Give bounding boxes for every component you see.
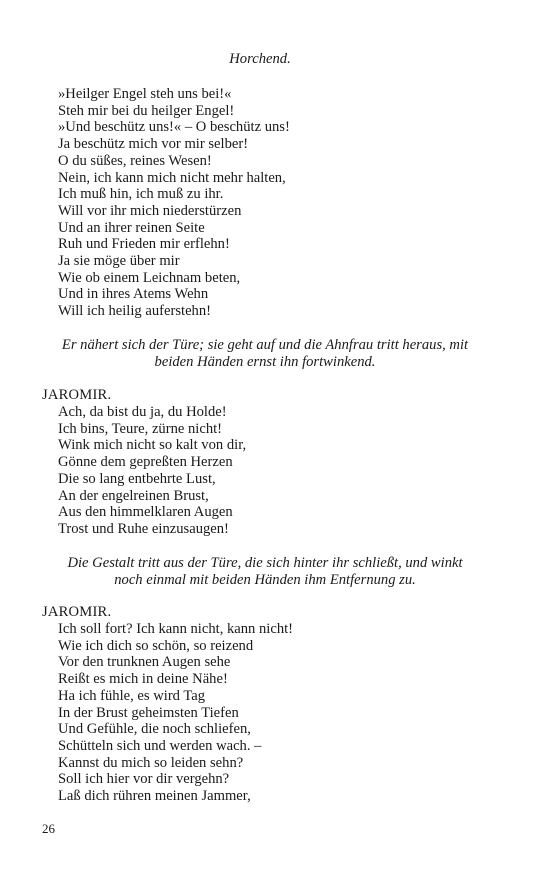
text-line: Soll ich hier vor dir vergehn? — [58, 771, 230, 788]
text-line: Vor den trunknen Augen sehe — [58, 654, 231, 671]
text-line: Wie ich dich so schön, so reizend — [58, 637, 254, 654]
text-line: Gönne dem gepreßten Herzen — [58, 454, 233, 471]
text-line: Nein, ich kann mich nicht mehr halten, — [58, 169, 286, 186]
stage-direction-2 — [40, 555, 490, 588]
text-line: Ja sie möge über mir — [58, 253, 180, 270]
text-line: Ha ich fühle, es wird Tag — [58, 687, 206, 704]
text-line: Trost und Ruhe einzusaugen! — [58, 520, 229, 537]
text-line: Steh mir bei du heilger Engel! — [58, 102, 235, 119]
text-line: Schütteln sich und werden wach. – — [58, 737, 262, 754]
text-line: Wink mich nicht so kalt von dir, — [58, 437, 247, 454]
text-line: Und in ihres Atems Wehn — [58, 286, 209, 303]
text-line: An der engelreinen Brust, — [58, 487, 209, 504]
text-line: Ruh und Frieden mir erflehn! — [58, 236, 230, 253]
text-line: Ja beschütz mich vor mir selber! — [58, 136, 249, 153]
speaker-name-2: JAROMIR. — [42, 604, 112, 620]
verse-block-2 — [58, 404, 246, 538]
text-line: Wie ob einem Leichnam beten, — [58, 269, 241, 286]
text-line: Reißt es mich in deine Nähe! — [58, 671, 228, 688]
text-line: Ich bins, Teure, zürne nicht! — [58, 420, 223, 437]
verse-block-1 — [58, 86, 290, 320]
text-line: Er nähert sich der Türe; sie geht auf und die Ahnfrau tritt heraus, mit — [61, 337, 469, 353]
verse-block-3 — [58, 621, 293, 805]
text-line: Die so lang entbehrte Lust, — [58, 470, 216, 487]
text-line: beiden Händen ernst ihn fortwinkend. — [154, 353, 376, 370]
text-line: Ach, da bist du ja, du Holde! — [58, 404, 227, 420]
text-line: Will ich heilig auferstehn! — [58, 303, 211, 320]
text-line: O du süßes, reines Wesen! — [58, 152, 212, 169]
stage-direction-horchend: Horchend. — [229, 51, 291, 67]
text-line: Aus den himmelklaren Augen — [58, 504, 233, 521]
text-line: Und an ihrer reinen Seite — [58, 219, 205, 236]
text-line: Ich soll fort? Ich kann nicht, kann nicht! — [58, 621, 294, 637]
text-line: Und Gefühle, die noch schliefen, — [58, 721, 251, 738]
text-line: »Und beschütz uns!« – O beschütz uns! — [58, 119, 290, 136]
text-line: Kannst du mich so leiden sehn? — [58, 754, 244, 771]
text-line: »Heilger Engel steh uns bei!« — [58, 86, 232, 102]
text-line: In der Brust geheimsten Tiefen — [58, 704, 239, 721]
text-line: noch einmal mit beiden Händen ihm Entfernung zu. — [114, 571, 416, 588]
stage-direction-1 — [40, 337, 490, 370]
text-line: Laß dich rühren meinen Jammer, — [58, 788, 251, 805]
text-line: Will vor ihr mich niederstürzen — [58, 202, 242, 219]
page-number: 26 — [42, 821, 55, 836]
text-line: Die Gestalt tritt aus der Türe, die sich hinter ihr schließt, und winkt — [67, 555, 463, 571]
text-line: Ich muß hin, ich muß zu ihr. — [58, 186, 224, 203]
speaker-name-1: JAROMIR. — [42, 387, 112, 403]
